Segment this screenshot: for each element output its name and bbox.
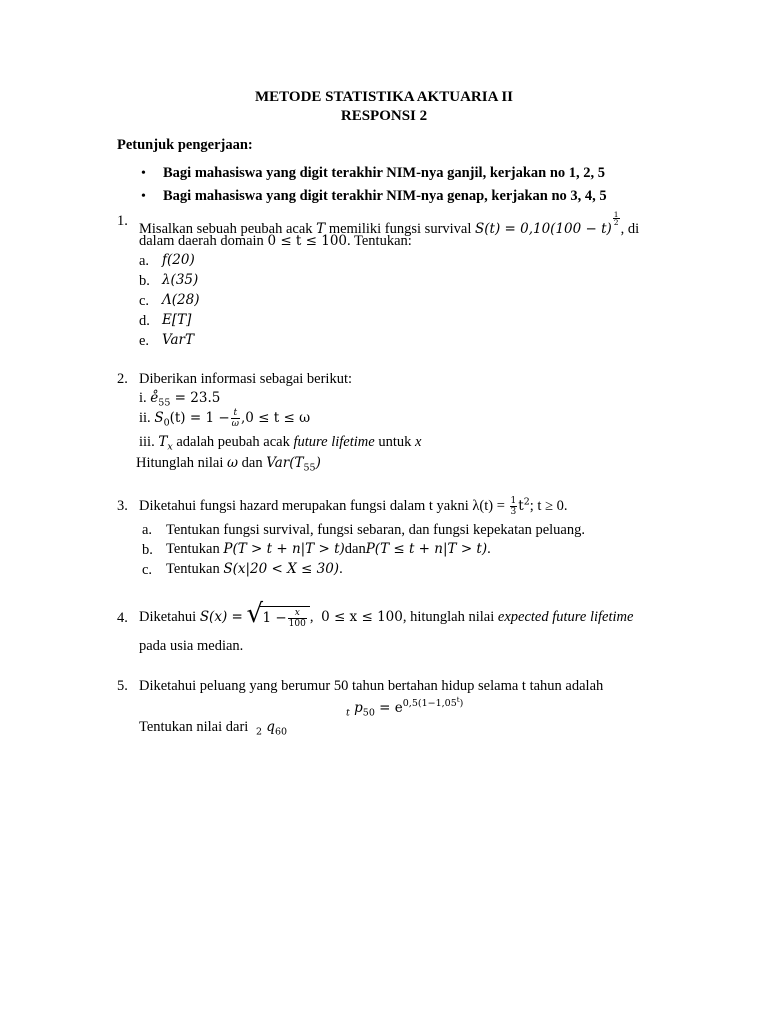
q1-text-b: memiliki fungsi survival (328, 221, 472, 237)
q1-item-e-expr: VarT (162, 332, 195, 348)
q1-item-c-expr: Λ(28) (162, 292, 200, 308)
q1-item-b-label: b. (139, 273, 150, 289)
q4-sqrt-end: , (309, 609, 314, 625)
q2-iii-x: x (414, 434, 422, 450)
q2-final-text-a: Hitunglah nilai (136, 455, 224, 471)
q4-domain: 0 ≤ x ≤ 100 (321, 609, 403, 625)
q4-italic: expected future lifetime (497, 609, 634, 625)
q3-item-c-label: c. (142, 562, 153, 578)
q5-formula: $_t$ $p_{50} = e^{0,5(1-1,05^t)}$ (346, 696, 464, 719)
q3-item-c-expr: S(x|20 < X ≤ 30) (223, 561, 340, 577)
q1-line2-text: dalam daerah domain (139, 233, 264, 249)
q1-exponent: $\frac{1}{2}$ (613, 210, 619, 227)
q1-line2-end: . Tentukan: (347, 233, 412, 249)
q1-number: 1. (117, 213, 128, 229)
q4-sqrt: √ 1 − $\frac{x}{100}$ (246, 602, 309, 634)
q2-item-iii (139, 434, 421, 453)
q1-text-a: Misalkan sebuah peubah acak (139, 221, 313, 237)
q3-text: Diketahui fungsi hazard merupakan fungsi dalam t yakni λ(t) = (139, 497, 505, 514)
q1-var-t: T (316, 221, 326, 237)
q1-item-c-label: c. (139, 293, 150, 309)
q2-i-label: i. (139, 390, 147, 406)
q5-number: 5. (117, 678, 128, 694)
q1-item-b-expr: λ(35) (162, 272, 199, 288)
q1-domain: 0 ≤ t ≤ 100 (267, 233, 348, 249)
q4-expr-a: S(x) = (199, 609, 243, 625)
q3-item-c-text-c: . (339, 561, 343, 577)
q5-line3-expr: $_2$ $q_{60}$ (255, 719, 288, 738)
q3-item-a-text: Tentukan fungsi survival, fungsi sebaran, dan fungsi kepekatan peluang. (166, 522, 585, 538)
sqrt-icon: √ (246, 598, 264, 629)
q3-item-b-text-a: Tentukan (166, 541, 220, 557)
q1-item-d-label: d. (139, 313, 150, 329)
q4-text-a: Diketahui (139, 609, 197, 625)
q1-line2 (139, 233, 412, 250)
q5-text: Diketahui peluang yang berumur 50 tahun bertahan hidup selama t tahun adalah (139, 678, 604, 694)
instruction-text-2: Bagi mahasiswa yang digit terakhir NIM-nya genap, kerjakan no 3, 4, 5 (163, 188, 607, 204)
q3-item-b-label: b. (142, 542, 153, 558)
q2-iii-text-b: untuk (378, 434, 412, 450)
q2-iii-italic: future lifetime (293, 434, 375, 450)
document-subtitle: RESPONSI 2 (340, 108, 428, 124)
q3-fraction: $\frac{1}{3}$ (510, 496, 517, 517)
q2-number: 2. (117, 371, 128, 387)
q3-item-b-text-b: dan (344, 541, 366, 557)
q2-iii-label: iii. (139, 434, 155, 450)
q3-item-c-text-a: Tentukan (166, 561, 220, 577)
q4-number: 4. (117, 610, 128, 626)
document-title: METODE STATISTIKA AKTUARIA II (255, 89, 513, 105)
q2-iii-text-a: adalah peubah acak (172, 434, 290, 450)
q2-final-var: $Var(T_{55})$ (266, 455, 321, 474)
q2-i-expr: $e̊_{55} = 23.5$ (150, 390, 221, 409)
q1-item-d-expr: E[T] (162, 312, 192, 328)
instruction-text-1: Bagi mahasiswa yang digit terakhir NIM-nya ganjil, kerjakan no 1, 2, 5 (163, 165, 606, 181)
q3-item-a-label: a. (142, 522, 153, 538)
q3-item-b (166, 541, 491, 558)
q4-line1 (139, 598, 634, 633)
q2-intro: Diberikan informasi sebagai berikut: (139, 371, 353, 387)
q2-item-i (139, 390, 220, 409)
q3-t-power: $t^2$ (518, 496, 530, 514)
bullet-icon: • (141, 189, 146, 204)
q5-line3 (139, 719, 287, 738)
bullet-icon: • (141, 166, 146, 181)
q3-text-c: ; t ≥ 0. (529, 497, 568, 514)
q2-final-omega: ω (227, 455, 239, 471)
q1-item-e-label: e. (139, 333, 150, 349)
q2-ii-label: ii. (139, 410, 151, 426)
instruction-bullet-1 (141, 165, 146, 182)
q2-iii-var: $T_x$ (158, 434, 173, 453)
q3-item-b-text-c: . (487, 541, 491, 557)
q4-line2: pada usia median. (139, 638, 244, 654)
q3-line1 (139, 496, 568, 517)
q3-item-b-expr-a: P(T > t + n|T > t) (223, 541, 345, 557)
instruction-bullet-2 (141, 188, 146, 205)
q1-item-a-expr: f(20) (162, 252, 195, 268)
q2-final-text-b: dan (241, 455, 263, 471)
q2-ii-expr: $S_0(t) = 1$ − $\frac{t}{\omega}$ ,0 ≤ t ≤ ω (154, 408, 311, 429)
q5-line3-text: Tentukan nilai dari (139, 719, 249, 735)
q3-item-c (166, 561, 343, 578)
q1-text-c: , di (620, 221, 640, 237)
q1-formula: S(t) = 0,10(100 − t) (475, 221, 612, 237)
q4-text-b: , hitunglah nilai (402, 609, 495, 625)
q3-number: 3. (117, 498, 128, 514)
q3-item-b-expr-b: P(T ≤ t + n|T > t) (365, 541, 488, 557)
q2-final-line (136, 455, 321, 474)
q2-item-ii (139, 408, 310, 429)
instructions-heading: Petunjuk pengerjaan: (117, 137, 253, 153)
q1-item-a-label: a. (139, 253, 150, 269)
